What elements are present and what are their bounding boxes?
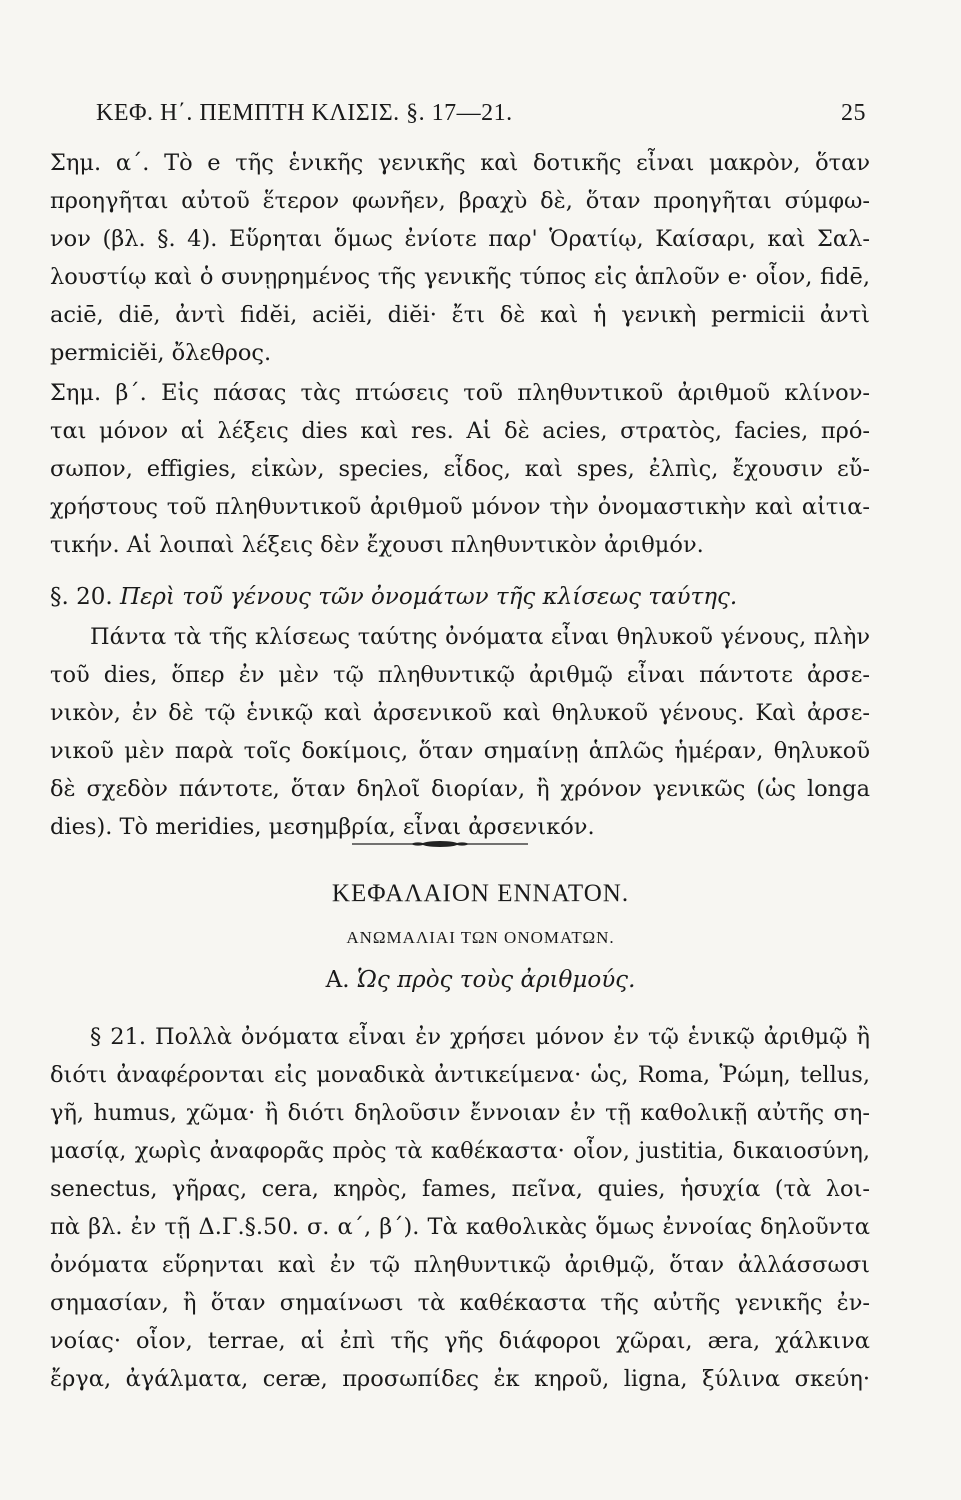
subsection-text: Ὡς πρὸς τοὺς ἀριθμούς. <box>356 967 636 993</box>
text-line: γῆ, humus, χῶμα· ἢ διότι δηλοῦσιν ἔννοιαν ἐν τῇ καθολικῇ αὐτῆς ση- <box>50 1100 870 1126</box>
running-title: ΚΕΦ. Η΄. ΠΕΜΠΤΗ ΚΛΙΣΙΣ. §. 17—21. <box>96 100 513 126</box>
subsection-label: Α. <box>325 967 350 993</box>
section-title: Περὶ τοῦ γένους τῶν ὀνομάτων τῆς κλίσεως ταύτης. <box>120 584 738 610</box>
text-line: πὰ βλ. ἐν τῇ Δ.Γ.§.50. σ. α΄, β΄). Τὰ καθολικὰς ὅμως ἐννοίας δηλοῦντα <box>50 1214 870 1240</box>
text-line: permiciĕi, ὄλεθρος. <box>50 340 272 366</box>
text-line: μασίᾳ, χωρὶς ἀναφορᾶς πρὸς τὰ καθέκαστα· οἷον, justitia, δικαιοσύνη, <box>50 1138 870 1164</box>
text-line: § 21. Πολλὰ ὀνόματα εἶναι ἐν χρήσει μόνον ἐν τῷ ἑνικῷ ἀριθμῷ ἢ <box>90 1024 870 1050</box>
text-line: ὀνόματα εὕρηνται καὶ ἐν τῷ πληθυντικῷ ἀριθμῷ, ὅταν ἀλλάσσωσι <box>50 1252 870 1278</box>
page-number: 25 <box>841 100 866 126</box>
text-line: τοῦ dies, ὅπερ ἐν μὲν τῷ πληθυντικῷ ἀριθμῷ εἶναι πάντοτε ἀρσε- <box>50 662 870 688</box>
text-line: δὲ σχεδὸν πάντοτε, ὅταν δηλοῖ διορίαν, ἢ χρόνον γενικῶς (ὡς longa <box>50 776 870 802</box>
text-line: νικὸν, ἐν δὲ τῷ ἑνικῷ καὶ ἀρσενικοῦ καὶ θηλυκοῦ γένους. Καὶ ἀρσε- <box>50 700 870 726</box>
text-line: ἔργα, ἀγάλματα, ceræ, προσωπίδες ἐκ κηροῦ, ligna, ξύλινα σκεύη· <box>50 1366 870 1392</box>
text-line: λουστίῳ καὶ ὁ συνῃρημένος τῆς γενικῆς τύπος εἰς ἁπλοῦν e· οἷον, fidē, <box>50 264 870 290</box>
ornamental-divider <box>352 840 528 848</box>
text-line: Σημ. α΄. Τὸ e τῆς ἑνικῆς γενικῆς καὶ δοτικῆς εἶναι μακρὸν, ὅταν <box>50 150 870 176</box>
section-number: §. 20. <box>50 584 113 610</box>
text-line: τικήν. Αἱ λοιπαὶ λέξεις δὲν ἔχουσι πληθυντικὸν ἀριθμόν. <box>50 532 704 558</box>
text-line: σημασίαν, ἢ ὅταν σημαίνωσι τὰ καθέκαστα τῆς αὐτῆς γενικῆς ἐν- <box>50 1290 870 1316</box>
running-header <box>96 100 866 136</box>
text-line: προηγῆται αὐτοῦ ἕτερον φωνῆεν, βραχὺ δὲ, ὅταν προηγῆται σύμφω- <box>50 188 870 214</box>
text-line: Σημ. β΄. Εἰς πάσας τὰς πτώσεις τοῦ πληθυντικοῦ ἀριθμοῦ κλίνον- <box>50 380 870 406</box>
text-line: νικοῦ μὲν παρὰ τοῖς δοκίμοις, ὅταν σημαίνῃ ἁπλῶς ἡμέραν, θηλυκοῦ <box>50 738 870 764</box>
text-line: χρήστους τοῦ πληθυντικοῦ ἀριθμοῦ μόνον τὴν ὀνομαστικὴν καὶ αἰτια- <box>50 494 870 520</box>
text-line: νον (βλ. §. 4). Εὕρηται ὅμως ἐνίοτε παρ' Ὁρατίῳ, Καίσαρι, καὶ Σαλ- <box>50 226 870 252</box>
text-line: senectus, γῆρας, cera, κηρὸς, fames, πεῖνα, quies, ἡσυχία (τὰ λοι- <box>50 1176 870 1202</box>
chapter-title: ΚΕΦΑΛΑΙΟΝ ΕΝΝΑΤΟΝ. <box>331 880 630 907</box>
text-line: ται μόνον αἱ λέξεις dies καὶ res. Αἱ δὲ acies, στρατὸς, facies, πρό- <box>50 418 870 444</box>
text-line: διότι ἀναφέρονται εἰς μοναδικὰ ἀντικείμενα· ὡς, Roma, Ῥώμη, tellus, <box>50 1062 870 1088</box>
section-heading <box>50 582 870 612</box>
text-line: dies). Τὸ meridies, μεσημβρία, εἶναι ἀρσενικόν. <box>50 814 595 840</box>
text-line: Πάντα τὰ τῆς κλίσεως ταύτης ὀνόματα εἶναι θηλυκοῦ γένους, πλὴν <box>90 624 870 650</box>
text-line: aciē, diē, ἀντὶ fidĕi, aciĕi, diĕi· ἔτι δὲ καὶ ἡ γενικὴ permicii ἀντὶ <box>50 302 870 328</box>
text-line: σωπον, effigies, εἰκὼν, species, εἶδος, καὶ spes, ἐλπὶς, ἔχουσιν εὔ- <box>50 456 870 482</box>
text-line: νοίας· οἷον, terrae, αἱ ἐπὶ τῆς γῆς διάφοροι χῶραι, æra, χάλκινα <box>50 1328 870 1354</box>
chapter-subtitle: ΑΝΩΜΑΛΙΑΙ ΤΩΝ ΟΝΟΜΑΤΩΝ. <box>346 928 615 947</box>
subsection-heading <box>0 967 961 993</box>
